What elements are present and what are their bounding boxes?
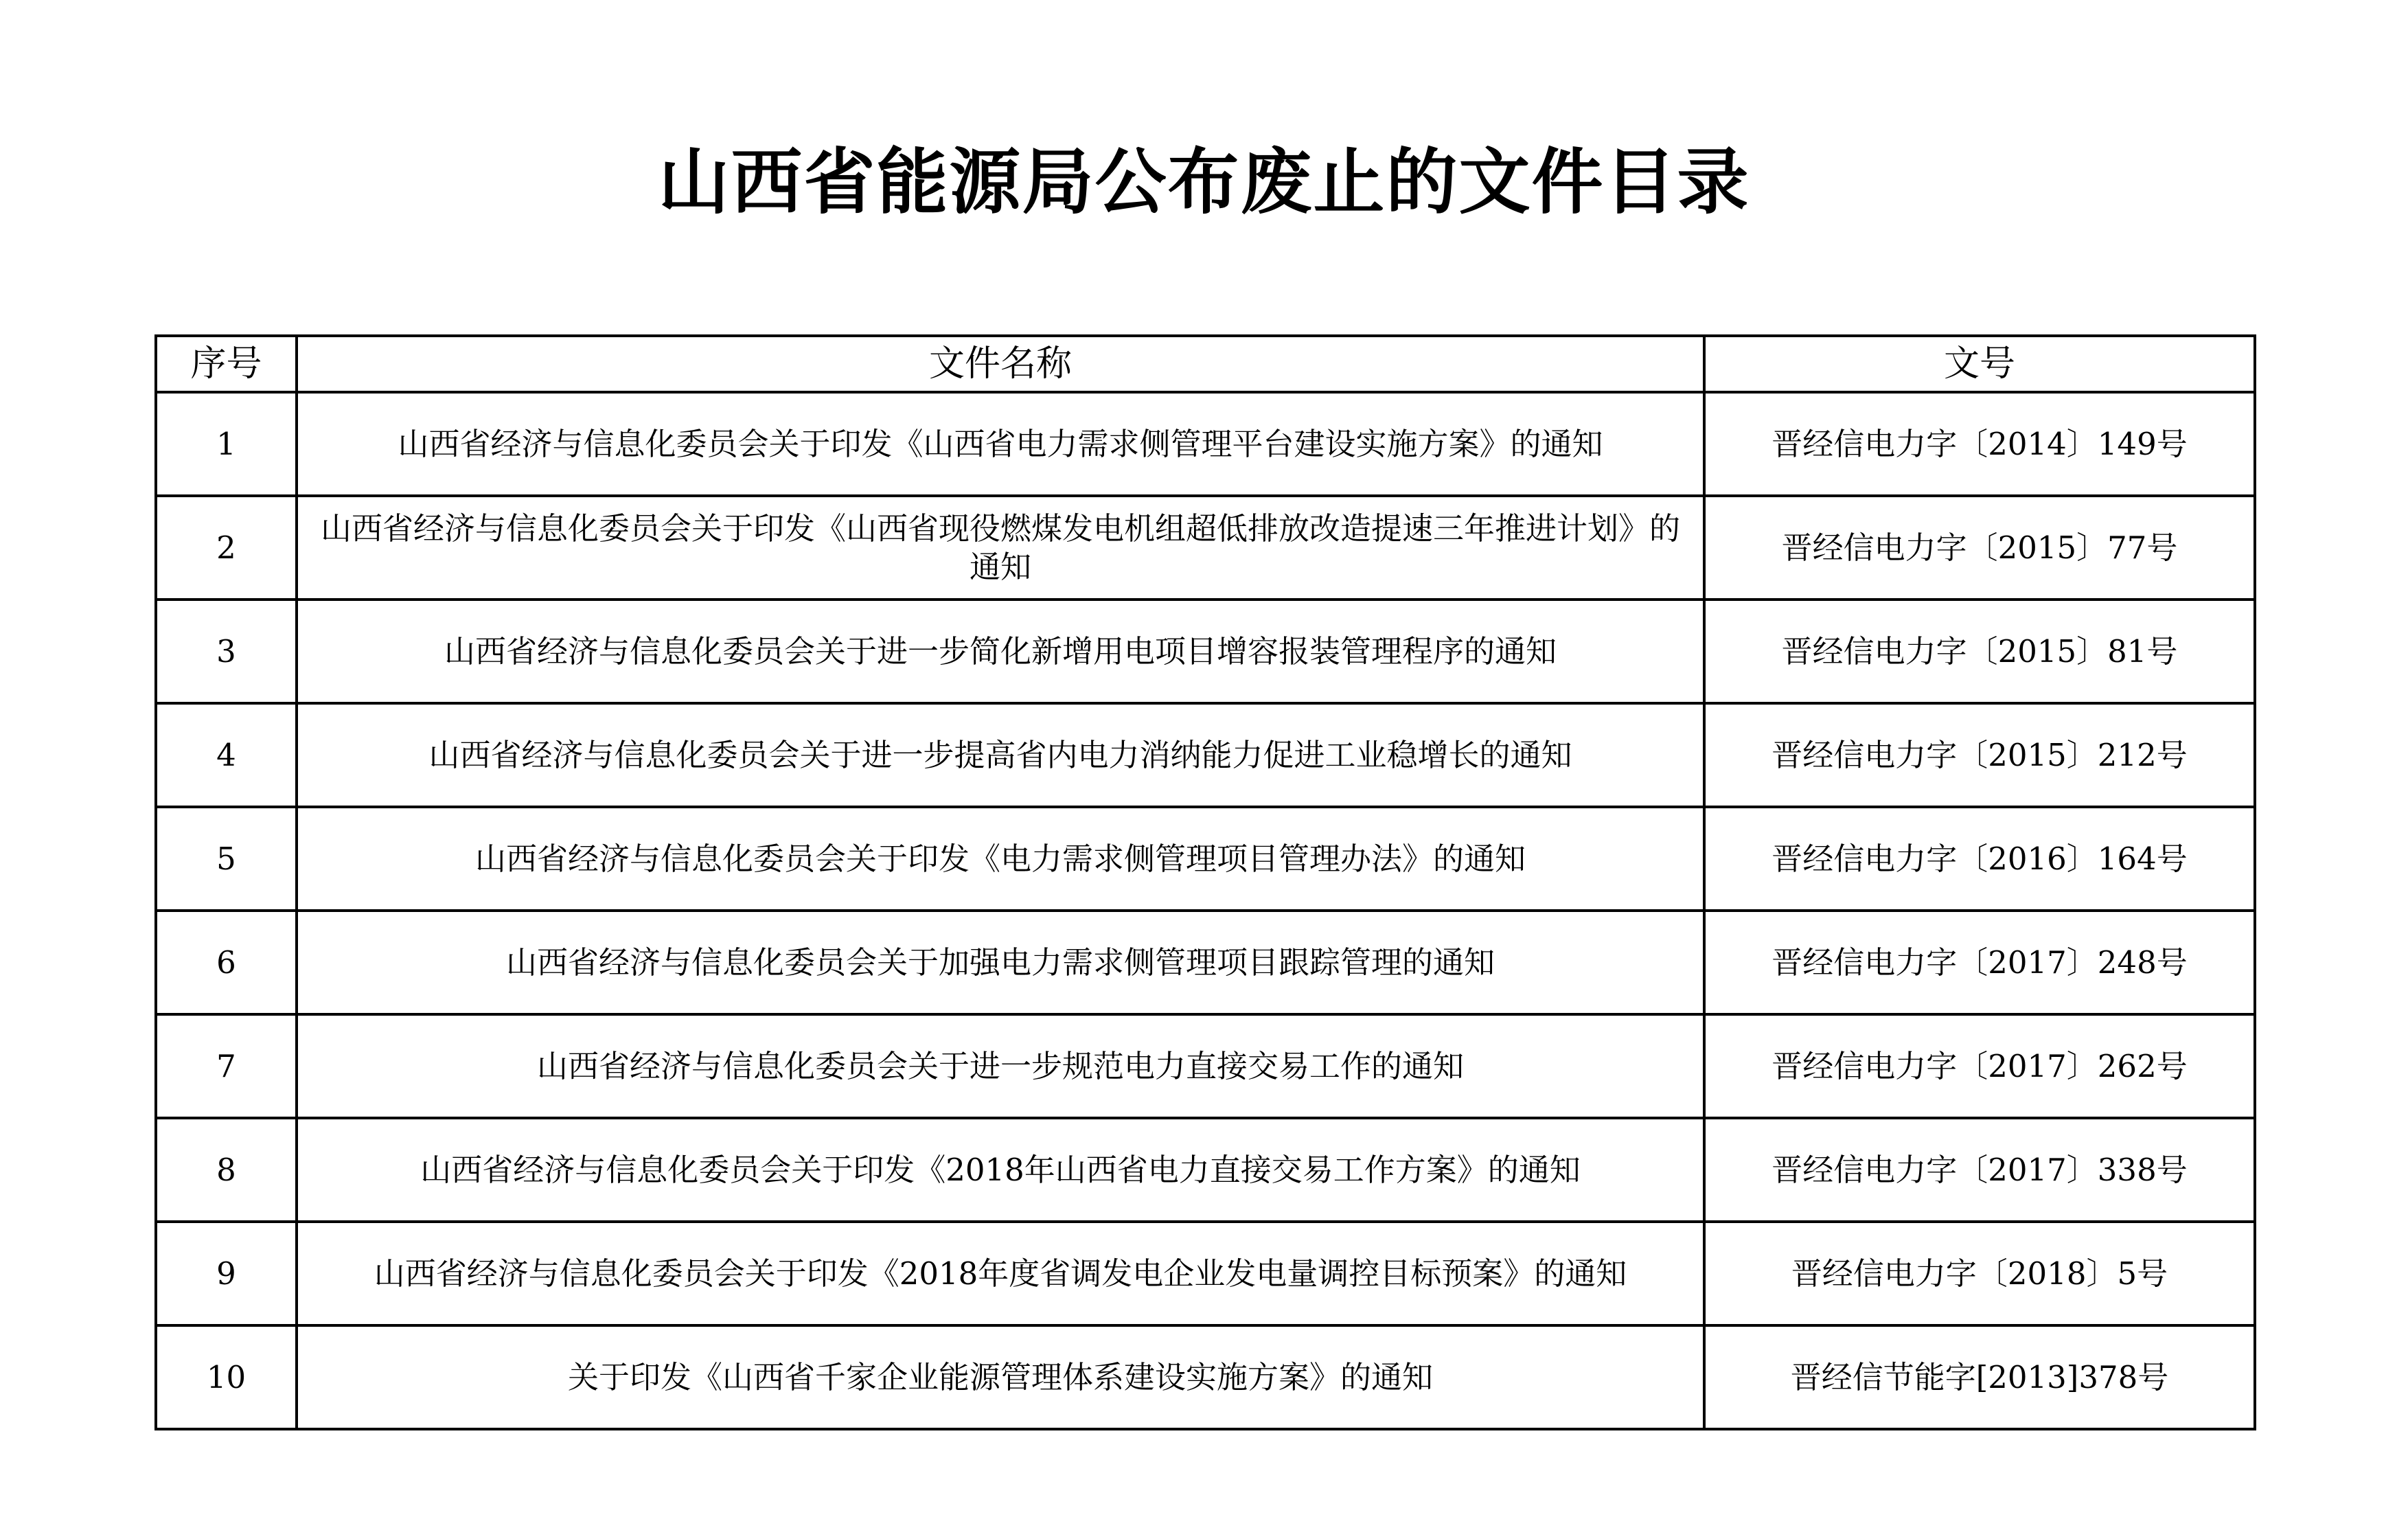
- header-document-code: 文号: [1704, 336, 2255, 392]
- table-row: [156, 1222, 2255, 1325]
- table-row: [156, 911, 2255, 1014]
- header-document-name: 文件名称: [297, 336, 1704, 392]
- table-header-row: [156, 336, 2255, 392]
- document-code-cell: 晋经信电力字〔2015〕77号: [1704, 496, 2255, 600]
- document-name-cell: 山西省经济与信息化委员会关于印发《电力需求侧管理项目管理办法》的通知: [297, 807, 1704, 911]
- document-code-cell: 晋经信节能字[2013]378号: [1704, 1325, 2255, 1429]
- table-row: [156, 1325, 2255, 1429]
- document-code-cell: 晋经信电力字〔2015〕212号: [1704, 703, 2255, 807]
- document-name-cell: 山西省经济与信息化委员会关于印发《山西省现役燃煤发电机组超低排放改造提速三年推进计划》的通知: [297, 496, 1704, 600]
- document-name-cell: 山西省经济与信息化委员会关于印发《2018年山西省电力直接交易工作方案》的通知: [297, 1118, 1704, 1222]
- repealed-documents-table: [154, 334, 2256, 1430]
- document-name-cell: 山西省经济与信息化委员会关于进一步规范电力直接交易工作的通知: [297, 1014, 1704, 1118]
- serial-number-cell: 1: [156, 392, 297, 496]
- serial-number-cell: 2: [156, 496, 297, 600]
- document-code-cell: 晋经信电力字〔2017〕262号: [1704, 1014, 2255, 1118]
- document-code-cell: 晋经信电力字〔2015〕81号: [1704, 600, 2255, 703]
- table-row: [156, 807, 2255, 911]
- serial-number-cell: 7: [156, 1014, 297, 1118]
- serial-number-cell: 9: [156, 1222, 297, 1325]
- table-row: [156, 496, 2255, 600]
- document-code-cell: 晋经信电力字〔2017〕248号: [1704, 911, 2255, 1014]
- header-serial-number: 序号: [156, 336, 297, 392]
- serial-number-cell: 5: [156, 807, 297, 911]
- table-row: [156, 1118, 2255, 1222]
- serial-number-cell: 10: [156, 1325, 297, 1429]
- serial-number-cell: 3: [156, 600, 297, 703]
- document-name-cell: 关于印发《山西省千家企业能源管理体系建设实施方案》的通知: [297, 1325, 1704, 1429]
- table-row: [156, 392, 2255, 496]
- document-name-cell: 山西省经济与信息化委员会关于加强电力需求侧管理项目跟踪管理的通知: [297, 911, 1704, 1014]
- document-name-cell: 山西省经济与信息化委员会关于进一步简化新增用电项目增容报装管理程序的通知: [297, 600, 1704, 703]
- serial-number-cell: 8: [156, 1118, 297, 1222]
- document-code-cell: 晋经信电力字〔2014〕149号: [1704, 392, 2255, 496]
- document-name-cell: 山西省经济与信息化委员会关于印发《山西省电力需求侧管理平台建设实施方案》的通知: [297, 392, 1704, 496]
- document-code-cell: 晋经信电力字〔2016〕164号: [1704, 807, 2255, 911]
- document-code-cell: 晋经信电力字〔2017〕338号: [1704, 1118, 2255, 1222]
- document-name-cell: 山西省经济与信息化委员会关于印发《2018年度省调发电企业发电量调控目标预案》的通知: [297, 1222, 1704, 1325]
- serial-number-cell: 4: [156, 703, 297, 807]
- serial-number-cell: 6: [156, 911, 297, 1014]
- table-row: [156, 703, 2255, 807]
- table-row: [156, 1014, 2255, 1118]
- document-title: 山西省能源局公布废止的文件目录: [658, 139, 1750, 224]
- document-code-cell: 晋经信电力字〔2018〕5号: [1704, 1222, 2255, 1325]
- table-row: [156, 600, 2255, 703]
- document-name-cell: 山西省经济与信息化委员会关于进一步提高省内电力消纳能力促进工业稳增长的通知: [297, 703, 1704, 807]
